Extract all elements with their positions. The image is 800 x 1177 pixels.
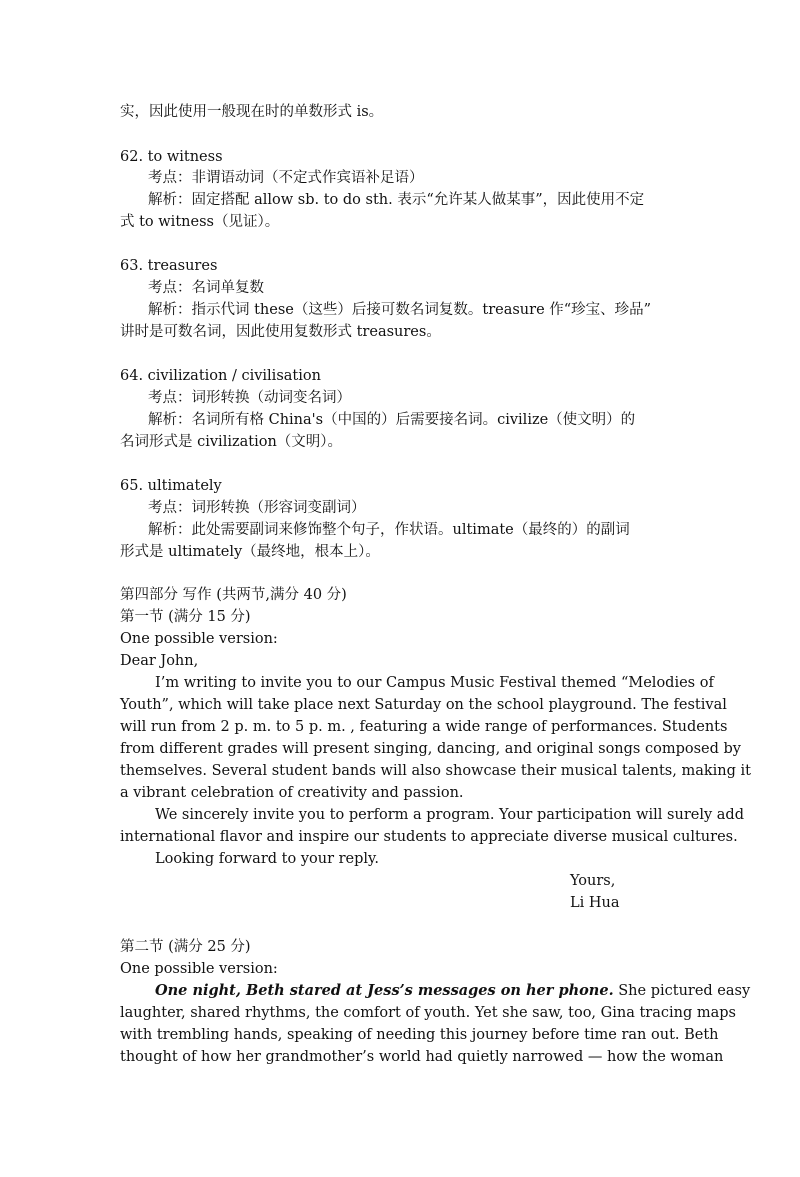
- answer-65-point: 考点：词形转换（形容词变副词）: [148, 500, 366, 516]
- letter-salutation: Dear John,: [120, 653, 199, 669]
- answer-64-heading: 64. civilization / civilisation: [120, 368, 321, 384]
- section2-version-label: One possible version:: [120, 961, 278, 977]
- answer-64-point: 考点：词形转换（动词变名词）: [148, 390, 351, 406]
- story-line-2: laughter, shared rhythms, the comfort of youth. Yet she saw, too, Gina tracing maps: [120, 1005, 736, 1021]
- answer-63-analysis-line-1: 解析：指示代词 these（这些）后接可数名词复数。treasure 作“珍宝、珍品”: [148, 302, 652, 318]
- letter-para1-line-2: Youth”, which will take place next Saturday on the school playground. The festival: [120, 697, 727, 713]
- letter-para1-line-1: I’m writing to invite you to our Campus Music Festival themed “Melodies of: [155, 675, 714, 691]
- answer-62-analysis-line-1: 解析：固定搭配 allow sb. to do sth. 表示“允许某人做某事”，因此使用不定: [148, 192, 645, 208]
- answer-62-point: 考点：非谓语动词（不定式作宾语补足语）: [148, 170, 424, 186]
- letter-para1-line-4: from different grades will present singing, dancing, and original songs composed by: [120, 741, 741, 757]
- letter-closing-line: Looking forward to your reply.: [155, 851, 379, 867]
- story-line-4: thought of how her grandmother’s world had quietly narrowed — how the woman: [120, 1049, 724, 1065]
- writing-part-title: 第四部分 写作 (共两节,满分 40 分): [120, 587, 347, 603]
- story-first-line-rest: She pictured easy: [613, 983, 751, 999]
- answer-62-heading: 62. to witness: [120, 149, 223, 165]
- answer-64-analysis-line-2: 名词形式是 civilization（文明）。: [120, 434, 343, 450]
- story-first-line: [155, 981, 750, 1001]
- letter-para2-line-2: international flavor and inspire our students to appreciate diverse musical cultures.: [120, 829, 738, 845]
- intro-line: 实，因此使用一般现在时的单数形式 is。: [120, 104, 384, 120]
- letter-para1-line-5: themselves. Several student bands will also showcase their musical talents, making it: [120, 763, 751, 779]
- answer-63-point: 考点：名词单复数: [148, 280, 264, 296]
- letter-signature: Li Hua: [570, 895, 620, 911]
- answer-63-heading: 63. treasures: [120, 258, 218, 274]
- answer-65-analysis-line-2: 形式是 ultimately（最终地，根本上）。: [120, 544, 380, 560]
- letter-sign-off: Yours,: [570, 873, 616, 889]
- section2-title: 第二节 (满分 25 分): [120, 939, 251, 955]
- letter-para1-line-6: a vibrant celebration of creativity and passion.: [120, 785, 464, 801]
- letter-para2-line-1: We sincerely invite you to perform a program. Your participation will surely add: [155, 807, 744, 823]
- section1-title: 第一节 (满分 15 分): [120, 609, 251, 625]
- answer-63-analysis-line-2: 讲时是可数名词，因此使用复数形式 treasures。: [120, 324, 441, 340]
- section1-version-label: One possible version:: [120, 631, 278, 647]
- story-opening-sentence: One night, Beth stared at Jess’s messages on her phone.: [155, 982, 614, 999]
- letter-para1-line-3: will run from 2 p. m. to 5 p. m. , featuring a wide range of performances. Students: [120, 719, 728, 735]
- answer-65-analysis-line-1: 解析：此处需要副词来修饰整个句子，作状语。ultimate（最终的）的副词: [148, 522, 630, 538]
- answer-64-analysis-line-1: 解析：名词所有格 China's（中国的）后需要接名词。civilize（使文明）的: [148, 412, 636, 428]
- answer-62-analysis-line-2: 式 to witness（见证）。: [120, 214, 280, 230]
- story-line-3: with trembling hands, speaking of needing this journey before time ran out. Beth: [120, 1027, 719, 1043]
- answer-65-heading: 65. ultimately: [120, 478, 222, 494]
